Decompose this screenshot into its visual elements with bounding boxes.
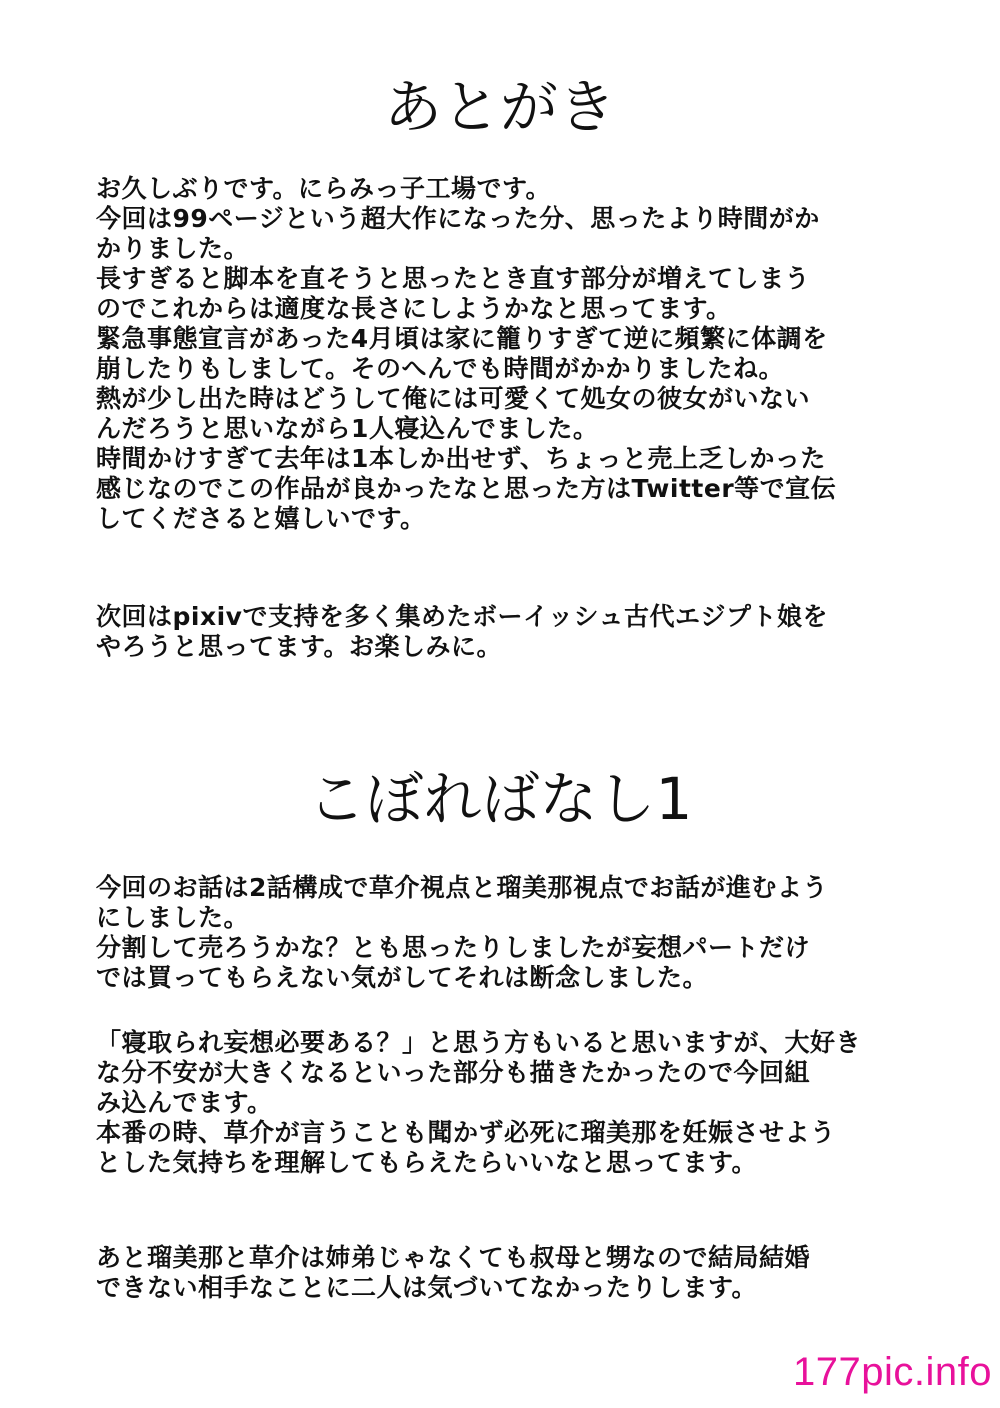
text-line: 今回は99ページという超大作になった分、思ったより時間がか xyxy=(96,204,820,233)
text-line: 崩したりもしまして。そのへんでも時間がかかりましたね。 xyxy=(96,354,785,383)
afterword-paragraph-2 xyxy=(96,602,926,662)
text-line: 本番の時、草介が言うことも聞かず必死に瑠美那を妊娠させよう xyxy=(96,1118,836,1147)
text-line: 長すぎると脚本を直そうと思ったとき直す部分が増えてしまう xyxy=(96,264,811,293)
text-line: 緊急事態宣言があった4月頃は家に籠りすぎて逆に頻繁に体調を xyxy=(96,324,828,353)
text-line: とした気持ちを理解してもらえたらいいなと思ってます。 xyxy=(96,1148,758,1177)
text-line: してくださると嬉しいです。 xyxy=(96,504,426,533)
text-line: 「寝取られ妄想必要ある？」と思う方もいると思いますが、大好き xyxy=(96,1028,862,1057)
side-story-paragraph-3 xyxy=(96,1243,926,1303)
text-line: やろうと思ってます。お楽しみに。 xyxy=(96,632,503,661)
text-line: のでこれからは適度な長さにしようかなと思ってます。 xyxy=(96,294,732,323)
afterword-title: あとがき xyxy=(383,73,616,141)
text-line: 今回のお話は2話構成で草介視点と瑠美那視点でお話が進むよう xyxy=(96,873,828,902)
text-line: では買ってもらえない気がしてそれは断念しました。 xyxy=(96,963,709,992)
text-line: 次回はpixivで支持を多く集めたボーイッシュ古代エジプト娘を xyxy=(96,602,828,631)
text-line: お久しぶりです。にらみっ子工場です。 xyxy=(96,174,552,203)
text-line: 分割して売ろうかな？とも思ったりしましたが妄想パートだけ xyxy=(96,933,811,962)
text-line: あと瑠美那と草介は姉弟じゃなくても叔母と甥なので結局結婚 xyxy=(96,1243,811,1272)
site-watermark: 177pic.info xyxy=(793,1350,992,1394)
text-line: 感じなのでこの作品が良かったなと思った方はTwitter等で宣伝 xyxy=(96,474,837,503)
text-line: な分不安が大きくなるといった部分も描きたかったので今回組 xyxy=(96,1058,811,1087)
text-line: かりました。 xyxy=(96,234,250,263)
side-story-paragraph-2 xyxy=(96,1028,926,1178)
text-line: んだろうと思いながら1人寝込んでました。 xyxy=(96,414,599,443)
side-story-paragraph-1 xyxy=(96,873,926,993)
text-line: 時間かけすぎて去年は1本しか出せず、ちょっと売上乏しかった xyxy=(96,444,826,473)
text-line: み込んでます。 xyxy=(96,1088,273,1117)
text-line: にしました。 xyxy=(96,903,250,932)
text-line: 熱が少し出た時はどうして俺には可愛くて処女の彼女がいない xyxy=(96,384,811,413)
side-story-title: こぼればなし1 xyxy=(307,765,693,833)
text-line: できない相手なことに二人は気づいてなかったりします。 xyxy=(96,1273,758,1302)
afterword-paragraph-1 xyxy=(96,174,926,534)
